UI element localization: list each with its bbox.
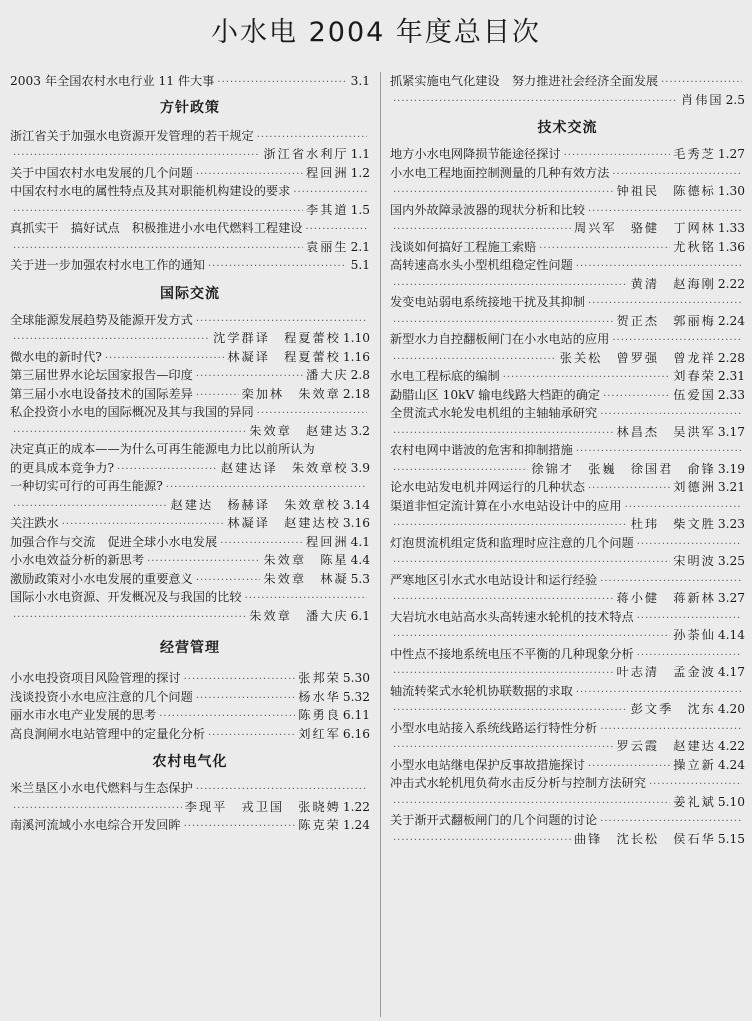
entry-page: 2.33 — [717, 387, 745, 402]
toc-entry[interactable] — [390, 645, 745, 682]
entry-page: 3.19 — [717, 461, 745, 476]
dot-leader — [217, 74, 345, 93]
entry-author: 刘红军 — [298, 726, 341, 741]
entry-title: 浅谈如何搞好工程施工索赔 — [390, 239, 537, 254]
entry-title: 小水电工程地面控制测量的几种有效方法 — [390, 165, 610, 180]
entry-page: 1.33 — [717, 221, 745, 235]
entry-page: 3.25 — [717, 554, 745, 568]
entry-title: 灯泡贯流机组定货和监理时应注意的几个问题 — [390, 535, 634, 550]
toc-entry[interactable] — [10, 403, 370, 440]
entry-page: 2.8 — [350, 368, 370, 382]
entry-page: 3.9 — [350, 460, 370, 475]
entry-author: 尤秋铭 — [673, 239, 716, 254]
toc-entry[interactable] — [390, 571, 745, 608]
toc-entry[interactable] — [390, 608, 745, 645]
entry-author: 操立新 — [673, 757, 716, 772]
toc-entry[interactable] — [10, 440, 370, 477]
entry-title: 发变电站弱电系统接地干扰及其抑制 — [390, 295, 585, 309]
entry-title: 丽水市水电产业发展的思考 — [10, 708, 157, 722]
entry-title: 微水电的新时代? — [10, 349, 102, 364]
entry-author: 孙荼仙 — [673, 628, 716, 642]
toc-entry[interactable] — [390, 811, 745, 848]
entry-author: 林昌杰 吴洪军 — [616, 424, 716, 439]
entry-author: 贺正杰 郭丽梅 — [616, 313, 716, 328]
entry-page: 2.5 — [725, 92, 745, 107]
entry-page: 1.27 — [717, 147, 745, 161]
entry-page: 2.1 — [350, 239, 370, 254]
entry-title: 关注跌水 — [10, 516, 59, 530]
dot-leader — [208, 727, 295, 746]
entry-author: 李其道 — [306, 202, 349, 217]
column-divider — [380, 72, 381, 1017]
entry-author: 赵建达 杨赫译 朱效章校 — [170, 497, 341, 512]
entry-author: 刘德洲 — [673, 480, 716, 494]
section-heading: 农村电气化 — [152, 754, 228, 770]
entry-author: 叶志清 孟金波 — [616, 665, 716, 679]
entry-page: 4.22 — [717, 739, 745, 753]
entry-title: 冲击式水轮机甩负荷水击反分析与控制方法研究 — [390, 776, 646, 790]
toc-entry[interactable] — [10, 385, 370, 404]
entry-title: 2003 年全国农村水电行业 11 件大事 — [10, 74, 215, 88]
entry-author: 栾加林 朱效章 — [241, 386, 341, 401]
entry-author: 潘大庆 — [306, 368, 349, 382]
entry-page: 2.24 — [717, 313, 745, 328]
entry-page: 3.16 — [342, 516, 370, 530]
entry-title: 关于中国农村水电发展的几个问题 — [10, 165, 193, 180]
entry-title: 小水电效益分析的新思考 — [10, 553, 145, 567]
toc-entry[interactable] — [10, 533, 370, 552]
toc-entry[interactable] — [390, 497, 745, 534]
toc-entry[interactable] — [390, 367, 745, 386]
entry-page: 4.4 — [350, 553, 370, 567]
entry-page: 1.24 — [342, 818, 370, 832]
toc-entry[interactable] — [10, 219, 370, 256]
entry-title: 南溪河流域小水电综合开发回眸 — [10, 818, 181, 832]
entry-page: 1.2 — [350, 165, 370, 180]
entry-title: 全贯流式水轮发电机组的主轴轴承研究 — [390, 406, 598, 420]
entry-title: 高良涧闸水电站管理中的定量化分析 — [10, 726, 205, 741]
section-heading: 经营管理 — [160, 640, 220, 656]
entry-page: 5.3 — [350, 571, 370, 586]
entry-title: 一种切实可行的可再生能源? — [10, 479, 163, 493]
entry-title: 第三届世界水论坛国家报告—印度 — [10, 368, 193, 382]
entry-title: 大岩坑水电站高水头高转速水轮机的技术特点 — [390, 609, 634, 624]
entry-page: 2.22 — [717, 276, 745, 291]
entry-author: 李现平 戎卫国 张晓娉 — [184, 799, 341, 814]
entry-page: 1.36 — [717, 239, 745, 254]
toc-entry[interactable] — [390, 756, 745, 775]
entry-author: 程回洲 — [306, 165, 349, 180]
entry-page: 2.28 — [717, 350, 745, 365]
toc-entry[interactable] — [10, 588, 370, 625]
toc-entry[interactable] — [10, 816, 370, 835]
toc-entry[interactable] — [390, 441, 745, 478]
entry-page: 3.1 — [350, 74, 370, 88]
entry-title: 的更具成本竞争力? — [10, 460, 115, 475]
entry-author: 周兴军 骆健 丁网林 — [573, 221, 716, 235]
entry-title: 国内外故障录波器的现状分析和比较 — [390, 202, 585, 217]
entry-author: 姜礼斌 — [673, 794, 716, 809]
entry-author: 彭文季 沈东 — [630, 702, 716, 716]
entry-title: 小水电投资项目风险管理的探讨 — [10, 671, 181, 685]
entry-author: 赵建达译 朱效章校 — [220, 460, 349, 475]
dot-leader — [13, 609, 246, 628]
entry-author: 刘春荣 — [673, 369, 716, 383]
entry-author: 伍爱国 — [673, 387, 716, 402]
entry-title: 第三届小水电设备技术的国际差异 — [10, 386, 193, 401]
toc-entry[interactable] — [10, 164, 370, 183]
entry-title: 加强合作与交流 促进全球小水电发展 — [10, 534, 218, 549]
toc-entry[interactable] — [10, 551, 370, 570]
entry-author: 罗云霞 赵建达 — [616, 739, 716, 753]
entry-page: 6.1 — [350, 608, 370, 623]
entry-title: 国际小水电资源、开发概况及与我国的比较 — [10, 590, 242, 604]
toc-entry[interactable] — [10, 182, 370, 219]
entry-author: 徐锦才 张巍 徐国君 俞锋 — [531, 461, 716, 476]
entry-page: 4.1 — [350, 534, 370, 549]
entry-title: 私企投资小水电的国际概况及其与我国的异同 — [10, 405, 254, 419]
entry-author: 曲锋 沈长松 侯石华 — [573, 831, 716, 846]
toc-entry[interactable] — [390, 534, 745, 571]
entry-page: 1.30 — [717, 184, 745, 198]
entry-page: 3.21 — [717, 480, 745, 494]
entry-title: 严寒地区引水式水电站设计和运行经验 — [390, 572, 598, 587]
entry-page: 3.23 — [717, 517, 745, 531]
entry-page: 5.30 — [342, 671, 370, 685]
entry-page: 6.11 — [342, 708, 370, 722]
dot-leader — [208, 258, 346, 277]
entry-author: 朱效章 赵建达 — [249, 423, 349, 438]
entry-author: 陈克荣 — [298, 818, 341, 832]
entry-page: 4.17 — [717, 665, 745, 679]
toc-entry[interactable] — [390, 682, 745, 719]
entry-author: 张关松 曾罗强 曾龙祥 — [559, 350, 716, 365]
entry-page: 5.10 — [717, 794, 745, 809]
entry-title: 小型水电站接入系统线路运行特性分析 — [390, 720, 598, 735]
toc-entry[interactable] — [10, 514, 370, 533]
entry-page: 1.1 — [350, 147, 370, 161]
entry-page: 6.16 — [342, 726, 370, 741]
toc-entry[interactable] — [390, 293, 745, 330]
entry-page: 4.14 — [717, 628, 745, 642]
entry-page: 1.16 — [342, 349, 370, 364]
entry-page: 3.27 — [717, 591, 745, 605]
entry-title: 中国农村水电的属性特点及其对职能机构建设的要求 — [10, 184, 291, 198]
entry-page: 5.15 — [717, 831, 745, 846]
entry-title: 浅谈投资小水电应注意的几个问题 — [10, 689, 193, 704]
toc-entry[interactable] — [10, 669, 370, 688]
toc-entry[interactable] — [390, 72, 745, 109]
entry-author: 宋明波 — [673, 554, 716, 568]
entry-title: 勐腊山区 10kV 输电线路大档距的确定 — [390, 387, 601, 402]
toc-entry[interactable] — [390, 719, 745, 756]
entry-author: 沈学群译 程夏蕾校 — [213, 331, 341, 345]
entry-author: 朱效章 陈星 — [263, 553, 349, 567]
toc-entry[interactable] — [10, 256, 370, 275]
toc-entry[interactable] — [390, 774, 745, 811]
entry-author: 浙江省水利厅 — [263, 147, 349, 161]
entry-page: 1.10 — [342, 331, 370, 345]
entry-title: 高转速高水头小型机组稳定性问题 — [390, 258, 573, 272]
entry-author: 杨水华 — [298, 689, 341, 704]
entry-title: 抓紧实施电气化建设 努力推进社会经济全面发展 — [390, 74, 659, 88]
toc-entry[interactable] — [390, 478, 745, 497]
entry-author: 蒋小健 蒋新林 — [616, 591, 716, 605]
toc-entry[interactable] — [390, 238, 745, 257]
section-heading: 国际交流 — [160, 285, 220, 302]
entry-title: 关于进一步加强农村水电工作的通知 — [10, 258, 205, 272]
entry-page: 1.22 — [342, 799, 370, 814]
toc-entry[interactable] — [10, 72, 370, 91]
entry-title: 真抓实干 搞好试点 积极推进小水电代燃料工程建设 — [10, 221, 303, 235]
entry-page: 4.20 — [717, 702, 745, 716]
entry-author: 林凝译 赵建达校 — [227, 516, 341, 530]
toc-entry[interactable] — [10, 570, 370, 589]
entry-title: 激励政策对小水电发展的重要意义 — [10, 571, 193, 586]
toc-entry[interactable] — [10, 706, 370, 725]
entry-author: 林凝译 程夏蕾校 — [227, 349, 341, 364]
entry-title: 新型水力自控翻板闸门在小水电站的应用 — [390, 332, 610, 346]
entry-author: 张邦荣 — [298, 671, 341, 685]
entry-page: 3.2 — [350, 423, 370, 438]
entry-title: 米兰垦区小水电代燃料与生态保护 — [10, 781, 193, 795]
entry-page: 1.5 — [350, 202, 370, 217]
entry-page: 2.31 — [717, 369, 745, 383]
entry-author: 杜玮 柴文胜 — [630, 517, 716, 531]
entry-title: 地方小水电网降损节能途径探讨 — [390, 147, 561, 161]
toc-entry[interactable] — [10, 477, 370, 514]
entry-title: 中性点不接地系统电压不平衡的几种现象分析 — [390, 646, 634, 661]
toc-entry[interactable] — [390, 404, 745, 441]
entry-page: 3.17 — [717, 424, 745, 439]
page-title: 小水电 2004 年度总目次 — [211, 17, 541, 48]
dot-leader — [393, 832, 571, 851]
entry-author: 毛秀芝 — [673, 147, 716, 161]
toc-entry[interactable] — [390, 201, 745, 238]
entry-page: 5.32 — [342, 689, 370, 704]
toc-entry[interactable] — [390, 164, 745, 201]
toc-entry[interactable] — [10, 311, 370, 348]
toc-entry[interactable] — [390, 145, 745, 164]
entry-title: 水电工程标底的编制 — [390, 369, 500, 383]
entry-title: 小型水电站继电保护反事故措施探讨 — [390, 757, 585, 772]
left-column — [10, 72, 370, 835]
toc-entry[interactable] — [10, 366, 370, 385]
entry-author: 陈勇良 — [298, 708, 341, 722]
toc-entry[interactable] — [10, 725, 370, 744]
entry-title: 关于渐开式翻板闸门的几个问题的讨论 — [390, 813, 598, 827]
entry-title: 渠道非恒定流计算在小水电站设计中的应用 — [390, 498, 622, 513]
entry-page: 4.24 — [717, 757, 745, 772]
entry-page: 3.14 — [342, 497, 370, 512]
entry-author: 黄清 赵海刚 — [630, 276, 716, 291]
entry-title: 论水电站发电机并网运行的几种状态 — [390, 480, 585, 494]
section-heading: 技术交流 — [537, 120, 598, 136]
entry-title: 浙江省关于加强水电资源开发管理的若干规定 — [10, 128, 254, 143]
dot-leader — [184, 818, 296, 837]
toc-entry[interactable] — [10, 779, 370, 816]
entry-author: 朱效章 潘大庆 — [249, 608, 349, 623]
entry-author: 朱效章 林凝 — [263, 571, 349, 586]
entry-author: 肖伟国 — [681, 92, 724, 107]
entry-title: 决定真正的成本——为什么可再生能源电力比以前所认为 — [10, 442, 315, 456]
section-heading: 方针政策 — [160, 99, 220, 116]
toc-entry[interactable] — [390, 386, 745, 405]
entry-title: 轴流转桨式水轮机协联数据的求取 — [390, 683, 573, 698]
toc-entry[interactable] — [390, 330, 745, 367]
toc-entry[interactable] — [10, 688, 370, 707]
entry-author: 袁丽生 — [306, 239, 349, 254]
toc-entry[interactable] — [10, 127, 370, 164]
entry-title: 全球能源发展趋势及能源开发方式 — [10, 312, 193, 327]
right-column — [390, 72, 745, 848]
toc-entry[interactable] — [390, 256, 745, 293]
entry-page: 5.1 — [350, 258, 370, 272]
dot-leader — [393, 93, 678, 112]
toc-entry[interactable] — [10, 348, 370, 367]
entry-page: 2.18 — [342, 386, 370, 401]
entry-author: 钟祖民 陈德标 — [616, 184, 716, 198]
entry-author: 程回洲 — [306, 534, 349, 549]
entry-title: 农村电网中谐波的危害和抑制措施 — [390, 443, 573, 457]
